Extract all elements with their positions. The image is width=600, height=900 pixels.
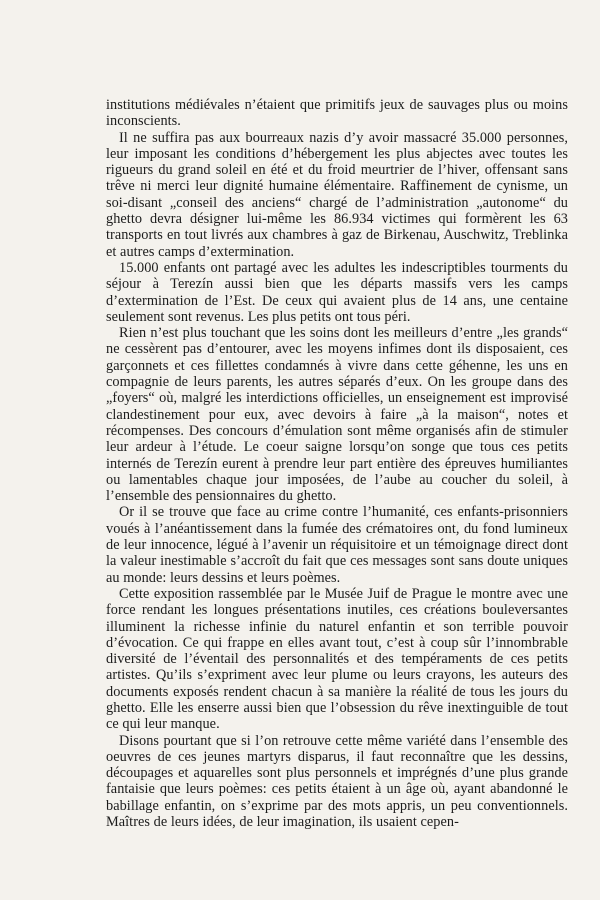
paragraph-1: institutions médiévales n’étaient que primitifs jeux de sauvages plus ou moins inconscients. xyxy=(106,97,568,130)
paragraph-3: 15.000 enfants ont partagé avec les adultes les indescriptibles tourments du séjour à Terezín aussi bien que les départs massifs vers les camps d’extermination de l’Est. De ceux qui avaient plus de 14 ans, une centaine seulement sont revenus. Les plus petits ont tous péri. xyxy=(106,259,568,325)
paragraph-6: Cette exposition rassemblée par le Musée Juif de Prague le montre avec une force rendant les longues présentations inutiles, ces créations bouleversantes illuminent la richesse infinie du naturel enfantin et son terrible pouvoir d’évocation. Ce qui frappe en elles avant tout, c’est à coup sûr l’innombrable diversité de l’éventail des personnalités et des tempéraments de ces petits artistes. Qu’ils s’expriment avec leur plume ou leurs crayons, les auteurs des documents exposés rendent chacun à sa manière la réalité de tous les jours du ghetto. Elle les enserre aussi bien que l’obsession du rêve inextinguible de tout ce qui leur manque. xyxy=(106,585,568,733)
paragraph-4: Rien n’est plus touchant que les soins dont les meilleurs d’entre „les grands“ ne cessèrent pas d’entourer, avec les moyens infimes dont ils disposaient, ces garçonnets et ces fillettes condamnés à vivre dans cette géhenne, les uns en compagnie de leurs parents, les autres séparés d’eux. On les groupe dans des „foyers“ où, malgré les interdictions officielles, un enseignement est improvisé clandestinement pour eux, avec devoirs à faire „à la maison“, notes et récompenses. Des concours d’émulation sont même organisés afin de stimuler leur ardeur à l’étude. Le coeur saigne lorsqu’on songe que tous ces petits internés de Terezín eurent à prendre leur part entière des épreuves humiliantes ou lamentables chaque jour imposées, de l’aube au coucher du soleil, à l’ensemble des pensionnaires du ghetto. xyxy=(106,325,568,505)
paragraph-7: Disons pourtant que si l’on retrouve cette même variété dans l’ensemble des oeuvres de ces jeunes martyrs disparus, il faut reconnaître que les dessins, découpages et aquarelles sont plus personnels et imprégnés d’une plus grande fantaisie que leurs poèmes: ces petits étaient à un âge où, ayant abandonné le babillage enfantin, on s’exprime par des mots appris, un peu conventionnels. Maîtres de leurs idées, de leur imagination, ils usaient cepen- xyxy=(106,732,568,831)
body-text xyxy=(106,97,568,830)
paragraph-2: Il ne suffira pas aux bourreaux nazis d’y avoir massacré 35.000 personnes, leur imposant les conditions d’hébergement les plus abjectes avec toutes les rigueurs du grand soleil en été et du froid meurtrier de l’hiver, offensant sans trêve ni merci leur dignité humaine élémentaire. Raffinement de cynisme, un soi-disant „conseil des anciens“ chargé de l’administration „autonome“ du ghetto devra désigner lui-même les 86.934 victimes qui formèrent les 63 transports en tout livrés aux chambres à gaz de Birkenau, Auschwitz, Treblinka et autres camps d’extermination. xyxy=(106,129,568,260)
paragraph-5: Or il se trouve que face au crime contre l’humanité, ces enfants-prisonniers voués à l’anéantissement dans la fumée des crématoires ont, du fond lumineux de leur innocence, légué à l’avenir un réquisitoire et un témoignage direct dont la valeur inestimable s’accroît du fait que ces messages sont sans doute uniques au monde: leurs dessins et leurs poèmes. xyxy=(106,504,568,586)
